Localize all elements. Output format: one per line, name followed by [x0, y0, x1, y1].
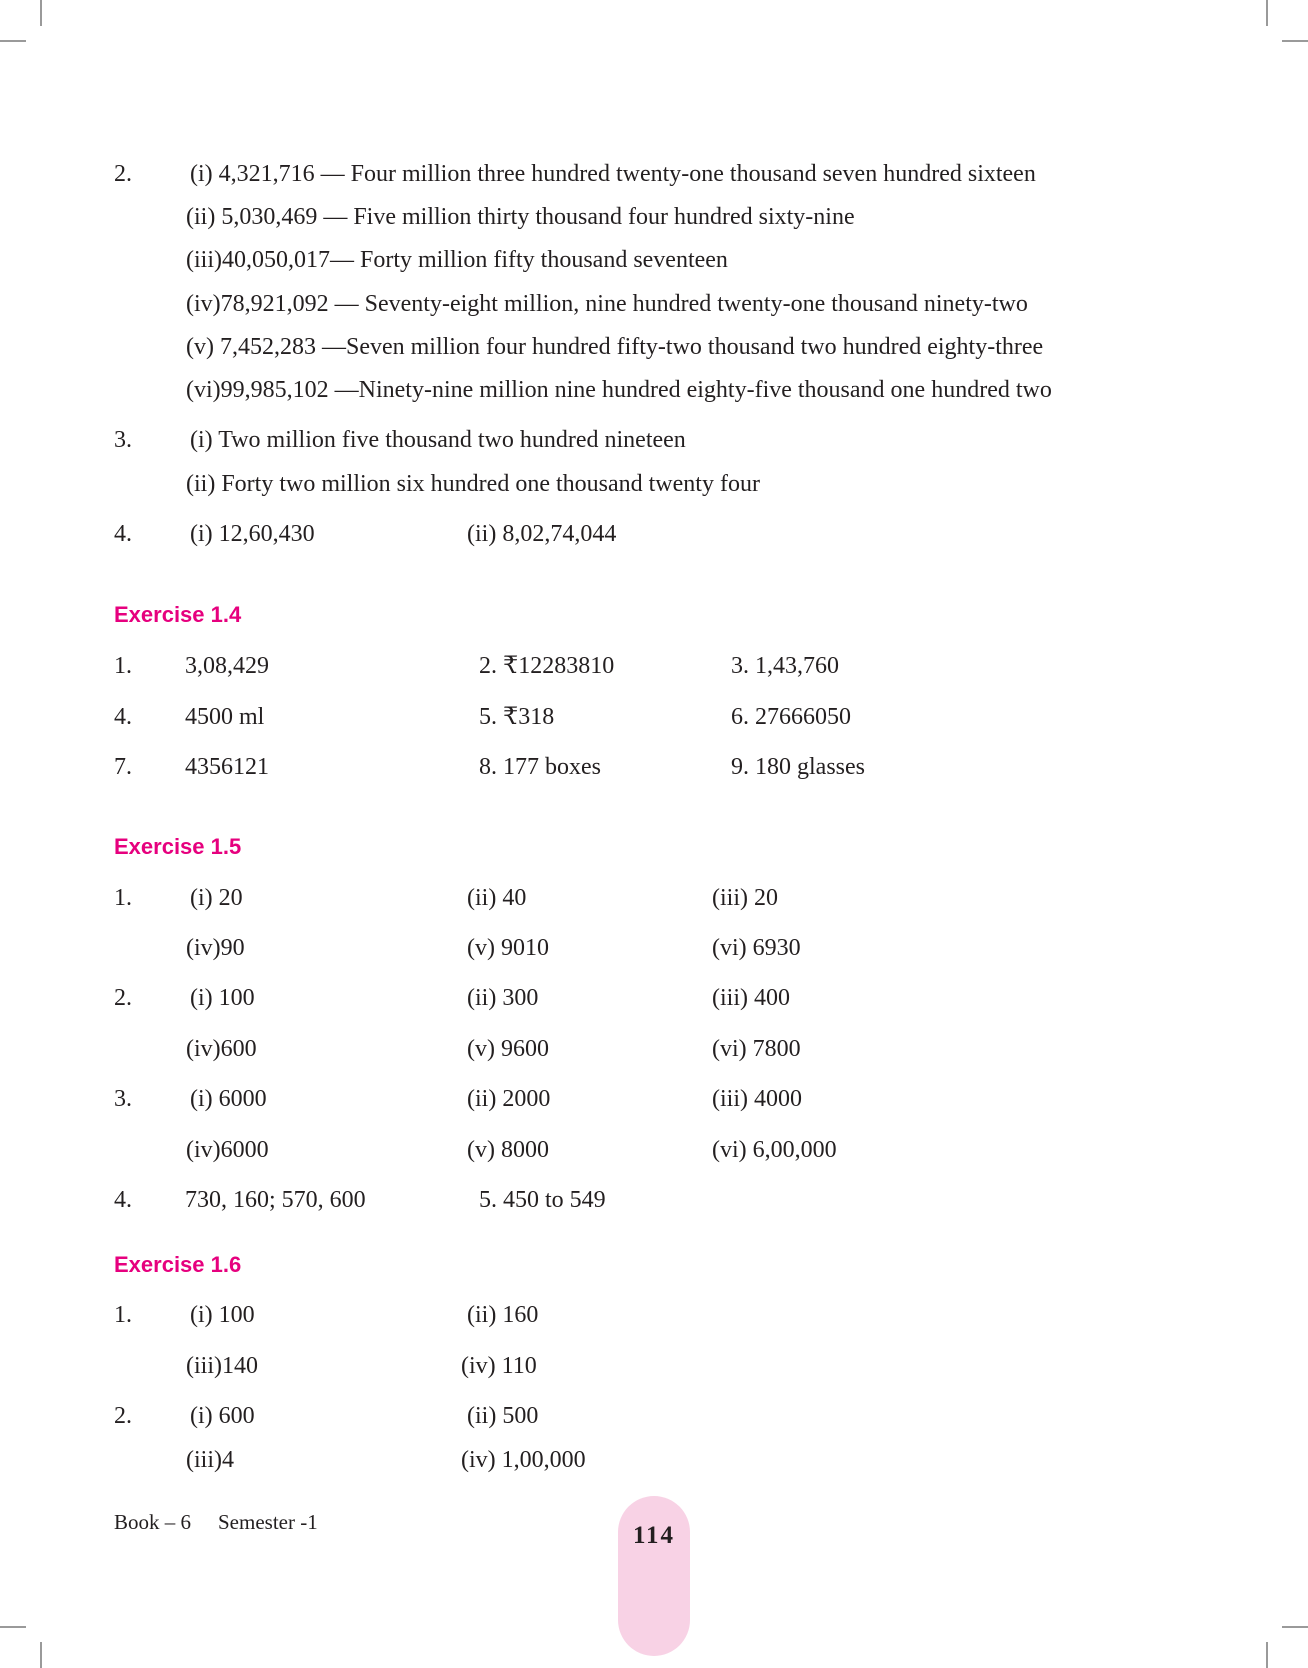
crop-mark	[1282, 40, 1308, 42]
answer-cell: (ii) 160	[467, 1302, 539, 1328]
answer-line: (iii)40,050,017— Forty million fifty thousand seventeen	[186, 247, 728, 273]
answer-cell: (vi) 6,00,000	[712, 1137, 837, 1163]
answer-cell: (v) 9010	[467, 935, 549, 961]
answer-line: (v) 7,452,283 —Seven million four hundred fifty-two thousand two hundred eighty-three	[186, 334, 1044, 360]
answer-cell: (ii) 2000	[467, 1086, 551, 1112]
answer-cell: 3. 1,43,760	[731, 653, 839, 679]
answer-cell: (iv) 1,00,000	[461, 1447, 586, 1473]
question-number: 1.	[114, 1302, 132, 1328]
question-number: 7.	[114, 754, 132, 780]
answer-cell: (v) 8000	[467, 1137, 549, 1163]
page-number: 114	[632, 1522, 676, 1549]
answer-cell: (ii) 8,02,74,044	[467, 521, 617, 547]
answer-cell: (ii) 500	[467, 1403, 539, 1429]
answer-cell: (iv)600	[186, 1036, 257, 1062]
answer-cell: 5. ₹318	[479, 704, 555, 730]
answer-cell: (iii) 400	[712, 985, 790, 1011]
answer-cell: 9. 180 glasses	[731, 754, 865, 780]
question-number: 2.	[114, 161, 132, 187]
answer-cell: 3,08,429	[185, 653, 269, 679]
question-number: 2.	[114, 1403, 132, 1429]
footer-semester: Semester -1	[218, 1510, 318, 1534]
answer-cell: (i) 6000	[190, 1086, 267, 1112]
answer-cell: (i) 100	[190, 1302, 255, 1328]
answer-cell: 8. 177 boxes	[479, 754, 601, 780]
question-number: 4.	[114, 521, 132, 547]
crop-mark	[40, 0, 42, 26]
answer-cell: (iii) 4000	[712, 1086, 802, 1112]
question-number: 4.	[114, 1187, 132, 1213]
answer-line: (ii) 5,030,469 — Five million thirty thousand four hundred sixty-nine	[186, 204, 855, 230]
answer-cell: (iv) 110	[461, 1353, 537, 1379]
exercise-heading: Exercise 1.6	[114, 1252, 242, 1277]
answer-cell: (vi) 6930	[712, 935, 801, 961]
answer-line: (vi)99,985,102 —Ninety-nine million nine hundred eighty-five thousand one hundred two	[186, 377, 1052, 403]
answer-cell: (ii) 300	[467, 985, 539, 1011]
crop-mark	[1266, 1642, 1268, 1668]
crop-mark	[1266, 0, 1268, 26]
answer-cell: (i) 600	[190, 1403, 255, 1429]
answer-line: (iv)78,921,092 — Seventy-eight million, nine hundred twenty-one thousand ninety-two	[186, 291, 1028, 317]
question-number: 1.	[114, 653, 132, 679]
question-number: 2.	[114, 985, 132, 1011]
page-number-tab	[618, 1496, 690, 1656]
answer-cell: 5. 450 to 549	[479, 1187, 606, 1213]
answer-cell: 4500 ml	[185, 704, 265, 730]
answer-cell: (v) 9600	[467, 1036, 549, 1062]
footer-book: Book – 6	[114, 1510, 192, 1534]
answer-cell: (iii)4	[186, 1447, 234, 1473]
crop-mark	[1282, 1626, 1308, 1628]
answer-cell: (iv)6000	[186, 1137, 269, 1163]
answer-cell: 6. 27666050	[731, 704, 851, 730]
answer-cell: (i) 12,60,430	[190, 521, 315, 547]
exercise-heading: Exercise 1.4	[114, 602, 242, 627]
answer-cell: (iii) 20	[712, 885, 778, 911]
question-number: 3.	[114, 1086, 132, 1112]
answer-cell: (iv)90	[186, 935, 245, 961]
crop-mark	[0, 40, 26, 42]
answer-cell: (vi) 7800	[712, 1036, 801, 1062]
question-number: 3.	[114, 427, 132, 453]
answer-cell: (iii)140	[186, 1353, 258, 1379]
crop-mark	[40, 1642, 42, 1668]
crop-mark	[0, 1626, 26, 1628]
answer-line: (ii) Forty two million six hundred one thousand twenty four	[186, 471, 760, 497]
question-number: 1.	[114, 885, 132, 911]
answer-cell: 730, 160; 570, 600	[185, 1187, 366, 1213]
answer-cell: (ii) 40	[467, 885, 527, 911]
answer-cell: 4356121	[185, 754, 269, 780]
answer-cell: (i) 100	[190, 985, 255, 1011]
answer-line: (i) Two million five thousand two hundred nineteen	[190, 427, 686, 453]
exercise-heading: Exercise 1.5	[114, 834, 242, 859]
answer-line: (i) 4,321,716 — Four million three hundred twenty-one thousand seven hundred sixteen	[190, 161, 1036, 187]
answer-cell: (i) 20	[190, 885, 243, 911]
answer-cell: 2. ₹12283810	[479, 653, 615, 679]
question-number: 4.	[114, 704, 132, 730]
